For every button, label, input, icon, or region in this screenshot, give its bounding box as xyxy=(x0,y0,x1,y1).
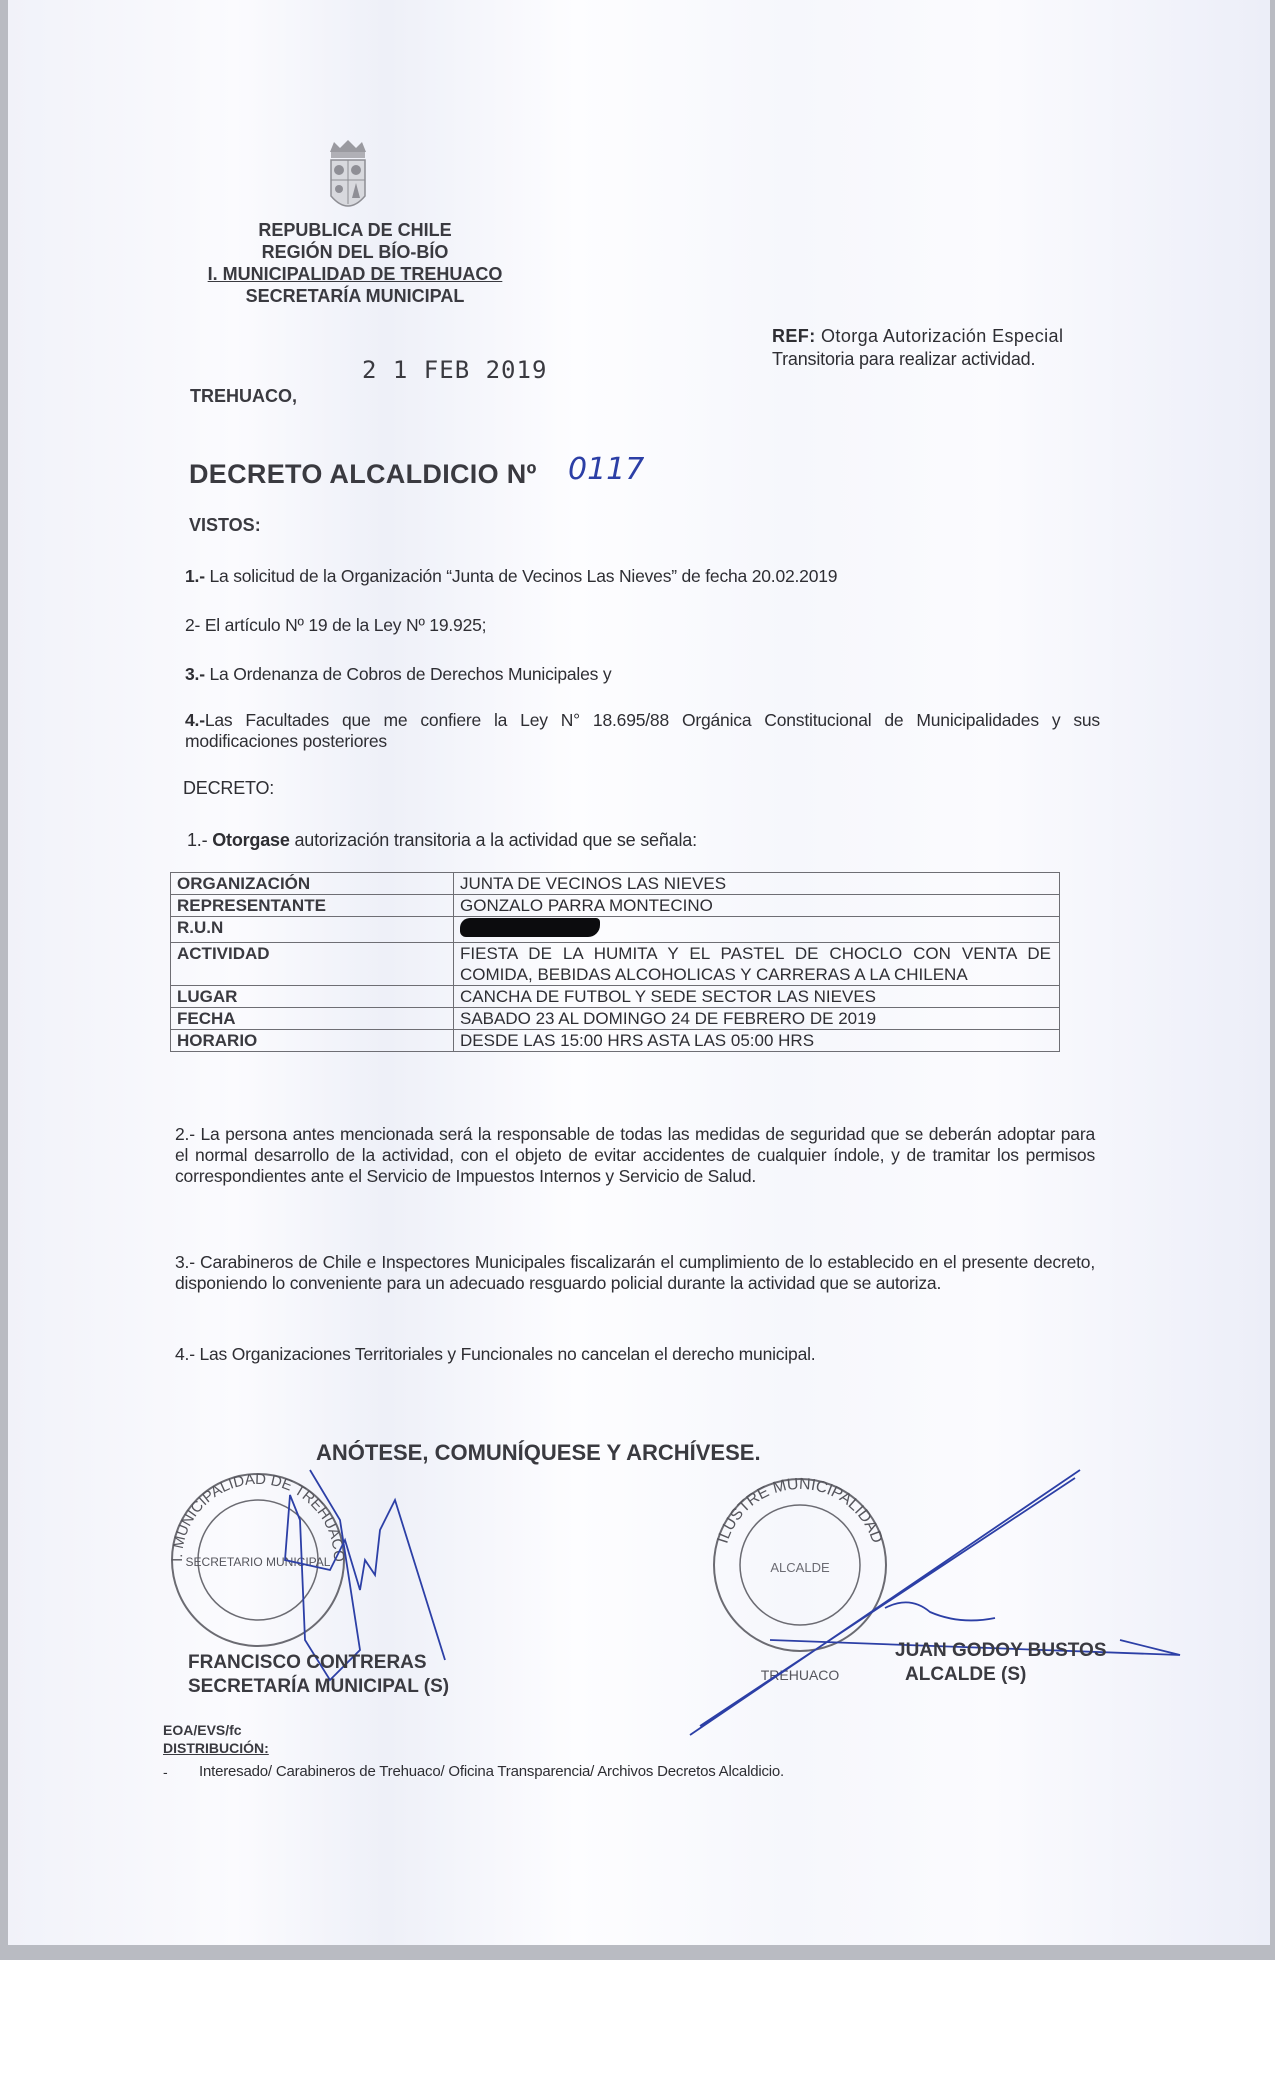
item-text: Las Facultades que me confiere la Ley N° 18.695/88 Orgánica Constitucional de Municipalidades y sus modificaciones posteriores xyxy=(185,710,1100,751)
distribution-heading: DISTRIBUCIÓN: xyxy=(163,1740,269,1756)
reference-subject: Otorga Autorización Especial xyxy=(821,326,1064,346)
table-value: SABADO 23 AL DOMINGO 24 DE FEBRERO DE 2019 xyxy=(454,1008,1060,1030)
decreto-item-2: 2.- La persona antes mencionada será la responsable de todas las medidas de seguridad que se deberán adoptar para el normal desarrollo de la actividad, con el objeto de evitar accidentes de cualquier índole, y de tramitar los permisos correspondientes ante el Servicio de Impuestos Internos y Servicio de Salud. xyxy=(175,1124,1095,1186)
table-value: DESDE LAS 15:00 HRS ASTA LAS 05:00 HRS xyxy=(454,1030,1060,1052)
table-value: JUNTA DE VECINOS LAS NIEVES xyxy=(454,873,1060,895)
secretary-title: SECRETARÍA MUNICIPAL (S) xyxy=(188,1676,450,1697)
mayor-stamp-bottom-text: TREHUACO xyxy=(760,1667,840,1683)
table-label: R.U.N xyxy=(171,917,454,943)
place-label: TREHUACO, xyxy=(190,386,297,406)
vistos-heading: VISTOS: xyxy=(189,515,261,535)
table-value: FIESTA DE LA HUMITA Y EL PASTEL DE CHOCLO CON VENTA DE COMIDA, BEBIDAS ALCOHOLICAS Y CARRERAS A LA CHILENA xyxy=(454,943,1060,986)
secretary-name: FRANCISCO CONTRERAS xyxy=(188,1652,427,1673)
mayor-stamp-center-text: ALCALDE xyxy=(770,1560,830,1575)
item-text: El artículo Nº 19 de la Ley Nº 19.925; xyxy=(200,615,487,635)
table-label: ACTIVIDAD xyxy=(171,943,454,986)
page-title: DECRETO ALCALDICIO Nº xyxy=(189,459,537,489)
table-label: HORARIO xyxy=(171,1030,454,1052)
header-municipality: I. MUNICIPALIDAD DE TREHUACO xyxy=(207,264,503,284)
decree-number-handwritten: 0117 xyxy=(568,452,645,487)
header-department: SECRETARÍA MUNICIPAL xyxy=(245,286,465,306)
header-region: REGIÓN DEL BÍO-BÍO xyxy=(261,242,449,262)
table-label: REPRESENTANTE xyxy=(171,895,454,917)
item-text: autorización transitoria a la actividad que se señala: xyxy=(289,830,697,850)
date-stamp: 2 1 FEB 2019 xyxy=(362,356,548,384)
decreto-item-3: 3.- Carabineros de Chile e Inspectores Municipales fiscalizarán el cumplimiento de lo establecido en el presente decreto, disponiendo lo conveniente para un adecuado resguardo policial durante la actividad que se autoriza. xyxy=(175,1252,1095,1293)
initials: EOA/EVS/fc xyxy=(163,1722,242,1738)
secretary-stamp-ring-text: I. MUNICIPALIDAD DE TREHUACO xyxy=(168,1470,348,1563)
reference-line-2: Transitoria para realizar actividad. xyxy=(772,349,1036,369)
header-country: REPUBLICA DE CHILE xyxy=(258,220,452,240)
mayor-stamp-ring-text: ILUSTRE MUNICIPALIDAD xyxy=(714,1475,886,1546)
distribution-bullet: - xyxy=(163,1764,168,1780)
mayor-name: JUAN GODOY BUSTOS xyxy=(895,1640,1107,1661)
table-label: FECHA xyxy=(171,1008,454,1030)
item-number: 2- xyxy=(185,615,201,635)
item-text: La Ordenanza de Cobros de Derechos Municipales y xyxy=(204,664,612,684)
item-number: 1.- xyxy=(187,830,208,850)
decreto-item-4: 4.- Las Organizaciones Territoriales y Funcionales no cancelan el derecho municipal. xyxy=(175,1344,816,1364)
item-number: 1.- xyxy=(185,566,205,586)
table-label: LUGAR xyxy=(171,986,454,1008)
closing-formula: ANÓTESE, COMUNÍQUESE Y ARCHÍVESE. xyxy=(316,1440,761,1465)
item-text: La solicitud de la Organización “Junta de Vecinos Las Nieves” de fecha 20.02.2019 xyxy=(204,566,838,586)
table-value: GONZALO PARRA MONTECINO xyxy=(454,895,1060,917)
item-number: 3.- xyxy=(185,664,205,684)
reference-label: REF: xyxy=(772,326,816,346)
item-keyword: Otorgase xyxy=(212,830,290,850)
mayor-title: ALCALDE (S) xyxy=(905,1664,1027,1685)
distribution-list: Interesado/ Carabineros de Trehuaco/ Oficina Transparencia/ Archivos Decretos Alcaldicio. xyxy=(199,1763,785,1780)
table-label: ORGANIZACIÓN xyxy=(171,873,454,895)
mayor-signature xyxy=(690,1470,1180,1735)
decreto-heading: DECRETO: xyxy=(183,778,275,798)
item-number: 4.- xyxy=(185,710,205,730)
table-value: CANCHA DE FUTBOL Y SEDE SECTOR LAS NIEVES xyxy=(454,986,1060,1008)
secretary-stamp-center-text: SECRETARIO MUNICIPAL xyxy=(185,1555,331,1569)
